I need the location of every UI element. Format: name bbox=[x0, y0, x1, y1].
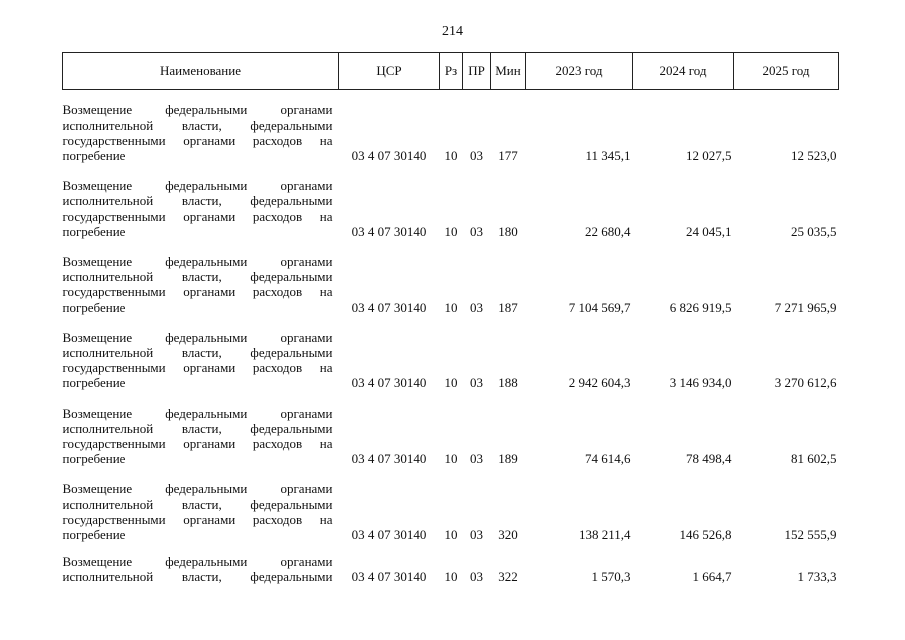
budget-table bbox=[62, 52, 839, 586]
row-csr: 03 4 07 30140 bbox=[351, 569, 427, 585]
row-min: 188 bbox=[498, 375, 518, 391]
row-name-line: Возмещение федеральными органами bbox=[62, 553, 333, 569]
header-name: Наименование bbox=[63, 53, 339, 90]
row-amount-2023: 22 680,4 bbox=[585, 223, 631, 239]
table-header-row bbox=[63, 53, 839, 90]
row-min: 187 bbox=[498, 299, 518, 315]
row-amount-2023: 1 570,3 bbox=[591, 569, 631, 585]
row-amount-2024: 1 664,7 bbox=[692, 569, 732, 585]
row-pr: 03 bbox=[470, 451, 483, 467]
row-name-line: государственными органами расходов на bbox=[62, 436, 333, 452]
table-row bbox=[63, 165, 839, 241]
row-name-line: погребение bbox=[62, 527, 126, 543]
row-name-line: погребение bbox=[62, 299, 126, 315]
row-amount-2024: 24 045,1 bbox=[686, 223, 732, 239]
row-pr: 03 bbox=[470, 527, 483, 543]
row-csr: 03 4 07 30140 bbox=[351, 223, 427, 239]
row-name-line: исполнительной власти, федеральными bbox=[62, 345, 333, 361]
row-name-line: погребение bbox=[62, 375, 126, 391]
row-name-line: погребение bbox=[62, 148, 126, 164]
page-number: 214 bbox=[442, 24, 463, 39]
row-name-line: Возмещение федеральными органами bbox=[62, 102, 333, 118]
row-name-line: исполнительной власти, федеральными bbox=[62, 193, 333, 209]
row-name-line: государственными органами расходов на bbox=[62, 284, 333, 300]
table-row bbox=[63, 544, 839, 586]
row-name-cell bbox=[63, 393, 339, 469]
row-rz: 10 bbox=[444, 527, 458, 543]
row-name-line: государственными органами расходов на bbox=[62, 360, 333, 376]
row-name-line: исполнительной власти, федеральными bbox=[62, 569, 333, 585]
row-name-cell bbox=[63, 468, 339, 544]
header-2023: 2023 год bbox=[526, 53, 633, 90]
row-min: 322 bbox=[498, 569, 518, 585]
row-rz: 10 bbox=[444, 569, 458, 585]
row-amount-2025: 81 602,5 bbox=[791, 451, 837, 467]
row-name-line: Возмещение федеральными органами bbox=[62, 329, 333, 345]
row-pr: 03 bbox=[470, 223, 483, 239]
row-amount-2023: 7 104 569,7 bbox=[568, 299, 631, 315]
row-amount-2025: 152 555,9 bbox=[784, 527, 837, 543]
row-name-line: государственными органами расходов на bbox=[62, 132, 333, 148]
table-row bbox=[63, 90, 839, 166]
row-pr: 03 bbox=[470, 299, 483, 315]
header-2024: 2024 год bbox=[633, 53, 734, 90]
row-csr: 03 4 07 30140 bbox=[351, 299, 427, 315]
row-amount-2023: 2 942 604,3 bbox=[568, 375, 631, 391]
header-2025: 2025 год bbox=[734, 53, 839, 90]
row-amount-2025: 1 733,3 bbox=[797, 569, 837, 585]
row-pr: 03 bbox=[470, 148, 483, 164]
row-name-line: Возмещение федеральными органами bbox=[62, 481, 333, 497]
table-row bbox=[63, 317, 839, 393]
header-csr: ЦСР bbox=[339, 53, 440, 90]
row-csr: 03 4 07 30140 bbox=[351, 375, 427, 391]
row-name-line: Возмещение федеральными органами bbox=[62, 178, 333, 194]
row-csr: 03 4 07 30140 bbox=[351, 527, 427, 543]
row-amount-2025: 12 523,0 bbox=[791, 148, 837, 164]
table-row bbox=[63, 241, 839, 317]
row-amount-2023: 138 211,4 bbox=[578, 527, 631, 543]
row-name-line: государственными органами расходов на bbox=[62, 511, 333, 527]
row-amount-2025: 7 271 965,9 bbox=[774, 299, 837, 315]
row-amount-2024: 12 027,5 bbox=[686, 148, 732, 164]
row-csr: 03 4 07 30140 bbox=[351, 451, 427, 467]
row-rz: 10 bbox=[444, 223, 458, 239]
row-min: 180 bbox=[498, 223, 518, 239]
row-rz: 10 bbox=[444, 451, 458, 467]
row-amount-2024: 146 526,8 bbox=[679, 527, 732, 543]
header-min: Мин bbox=[491, 53, 526, 90]
row-amount-2024: 6 826 919,5 bbox=[669, 299, 732, 315]
row-name-line: Возмещение федеральными органами bbox=[62, 254, 333, 270]
row-name-line: исполнительной власти, федеральными bbox=[62, 269, 333, 285]
table-row bbox=[63, 468, 839, 544]
row-amount-2025: 3 270 612,6 bbox=[774, 375, 837, 391]
table-row bbox=[63, 393, 839, 469]
row-amount-2023: 74 614,6 bbox=[585, 451, 631, 467]
row-name-line: исполнительной власти, федеральными bbox=[62, 117, 333, 133]
row-name-line: Возмещение федеральными органами bbox=[62, 405, 333, 421]
row-name-line: исполнительной власти, федеральными bbox=[62, 420, 333, 436]
row-amount-2025: 25 035,5 bbox=[791, 223, 837, 239]
row-name-line: исполнительной власти, федеральными bbox=[62, 496, 333, 512]
row-pr: 03 bbox=[470, 569, 483, 585]
row-name-cell bbox=[63, 241, 339, 317]
row-name-cell bbox=[63, 90, 339, 166]
row-name-line: погребение bbox=[62, 451, 126, 467]
row-min: 177 bbox=[498, 148, 518, 164]
row-name-line: погребение bbox=[62, 223, 126, 239]
row-name-cell bbox=[63, 165, 339, 241]
row-pr: 03 bbox=[470, 375, 483, 391]
row-rz: 10 bbox=[444, 148, 458, 164]
row-amount-2023: 11 345,1 bbox=[585, 148, 631, 164]
row-amount-2024: 3 146 934,0 bbox=[669, 375, 732, 391]
row-min: 320 bbox=[498, 527, 518, 543]
row-name-cell bbox=[63, 544, 339, 586]
row-csr: 03 4 07 30140 bbox=[351, 148, 427, 164]
row-amount-2024: 78 498,4 bbox=[686, 451, 732, 467]
row-name-cell bbox=[63, 317, 339, 393]
header-rz: Рз bbox=[440, 53, 463, 90]
row-rz: 10 bbox=[444, 299, 458, 315]
row-min: 189 bbox=[498, 451, 518, 467]
row-name-line: государственными органами расходов на bbox=[62, 208, 333, 224]
row-rz: 10 bbox=[444, 375, 458, 391]
header-pr: ПР bbox=[463, 53, 491, 90]
